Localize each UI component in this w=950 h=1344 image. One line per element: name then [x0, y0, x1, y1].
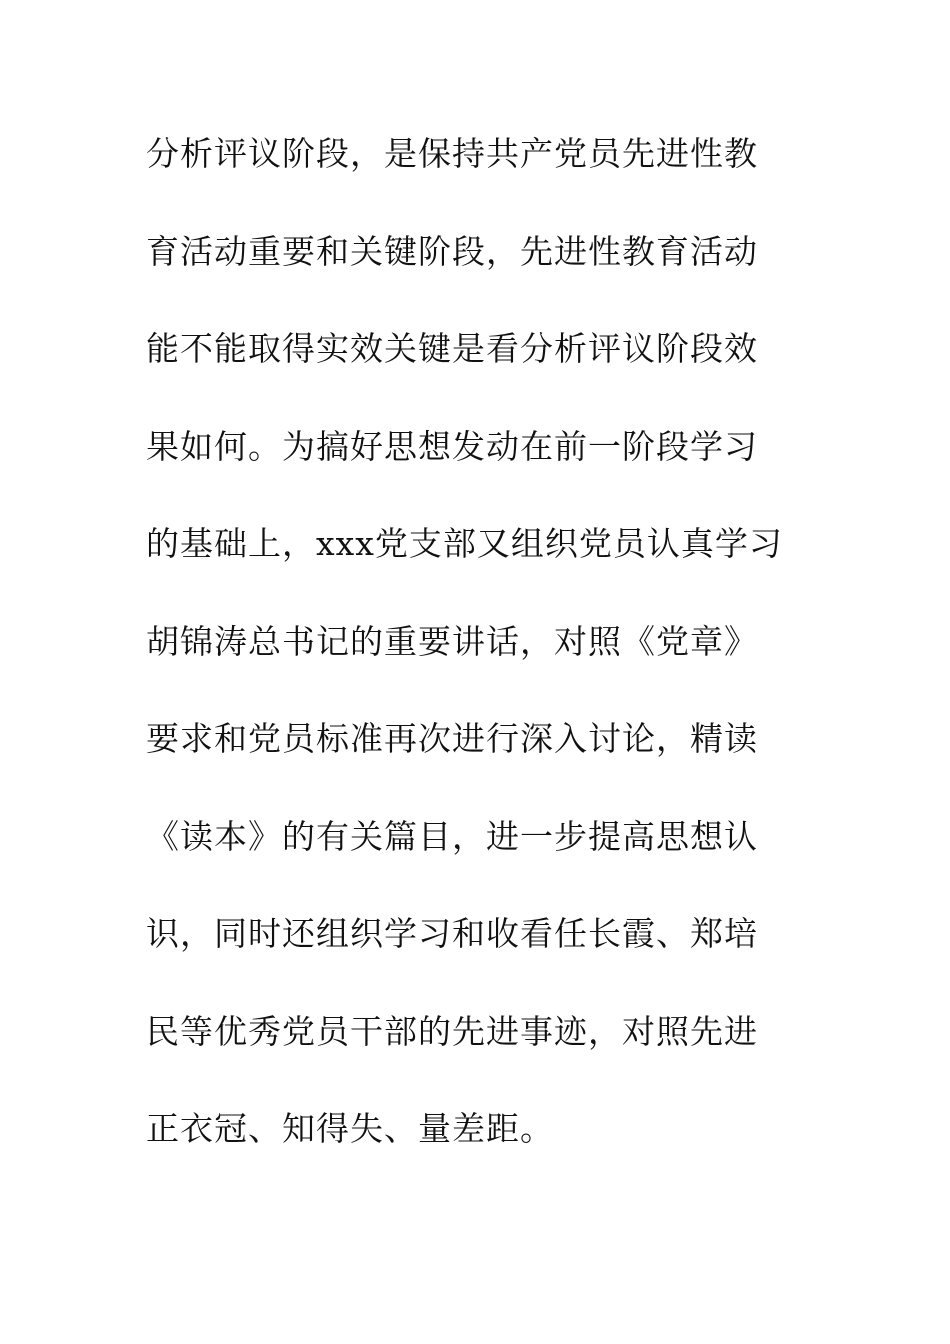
text-line: 能不能取得实效关键是看分析评议阶段效 — [146, 329, 758, 368]
text-line: 正衣冠、知得失、量差距。 — [146, 1109, 554, 1148]
text-line: 识，同时还组织学习和收看任长霞、郑培 — [146, 914, 758, 953]
text-line: 要求和党员标准再次进行深入讨论，精读 — [146, 719, 758, 758]
text-line: 民等优秀党员干部的先进事迹，对照先进 — [146, 1011, 758, 1051]
text-line: 《读本》的有关篇目，进一步提高思想认 — [146, 816, 758, 856]
text-line: 胡锦涛总书记的重要讲话，对照《党章》 — [146, 621, 758, 661]
text-line: 果如何。为搞好思想发动在前一阶段学习 — [146, 426, 758, 466]
body-paragraph — [146, 124, 826, 1197]
text-line: 育活动重要和关键阶段，先进性教育活动 — [146, 231, 758, 271]
text-line: 的基础上，xxx党支部又组织党员认真学习 — [146, 524, 783, 563]
text-line: 分析评议阶段，是保持共产党员先进性教 — [146, 134, 758, 173]
